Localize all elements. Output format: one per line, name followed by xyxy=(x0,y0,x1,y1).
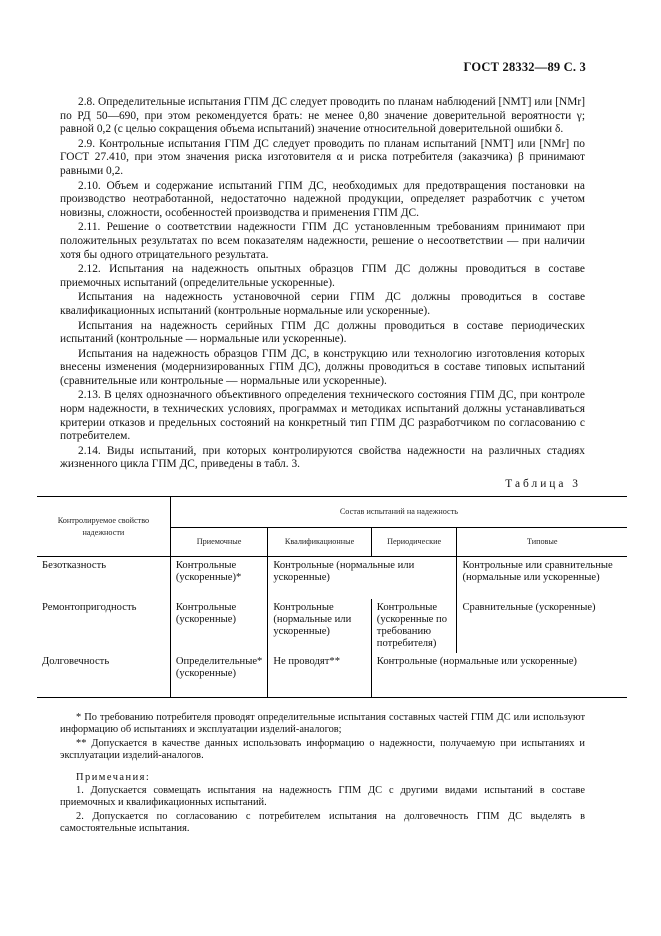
table-cell-property: Долговечность xyxy=(37,653,170,698)
table-cell: Контрольные (нормальные или ускоренные) xyxy=(268,557,457,600)
table-cell: Контрольные (ускоренные)* xyxy=(170,557,267,600)
table-cell: Контрольные (нормальные или ускоренные) xyxy=(371,653,627,698)
note-item: 2. Допускается по согласованию с потребителем испытания на долговечность ГПМ ДС выделять в самостоятельные испытания. xyxy=(60,810,585,835)
footnote: ** Допускается в качестве данных использовать информацию о надежности, получаемую при испытаниях и эксплуатации изделий-аналогов. xyxy=(60,737,585,762)
table-cell: Контрольные (ускоренные) xyxy=(170,599,267,653)
table-header-group: Состав испытаний на надежность xyxy=(170,497,627,528)
table-cell: Определительные* (ускоренные) xyxy=(170,653,267,698)
paragraph: Испытания на надежность образцов ГПМ ДС, в конструкцию или технологию изготовления которых внесены изменения (модернизированных ГПМ ДС), должны проводиться в составе типовых испытаний (сравнительные или контрольные — нормальные или ускоренные). xyxy=(60,347,585,387)
table-cell: Не проводят** xyxy=(268,653,371,698)
paragraph: Испытания на надежность серийных ГПМ ДС должны проводиться в составе периодических испытаний (контрольные — нормальные или ускоренные). xyxy=(60,319,585,346)
table-header-type: Типовые xyxy=(457,528,627,557)
table-cell: Контрольные (нормальные или ускоренные) xyxy=(268,599,371,653)
document-body xyxy=(60,96,585,473)
paragraph: 2.13. В целях однозначного объективного определения технического состояния ГПМ ДС, при контроле норм надежности, в технических условиях, программах и методиках испытаний должны устанавливаться критерии отказов и предельных состояний на конкретный тип ГПМ ДС разработчиком по согласованию с потребителем. xyxy=(60,389,585,443)
notes-title: Примечания: xyxy=(76,771,151,783)
table-row xyxy=(37,653,627,698)
paragraph: 2.14. Виды испытаний, при которых контролируются свойства надежности на различных стадиях жизненного цикла ГПМ ДС, приведены в табл. 3. xyxy=(60,444,585,471)
table-header-acceptance: Приемочные xyxy=(170,528,267,557)
table-header-property: Контролируемое свойство надежности xyxy=(37,497,170,557)
table-cell-property: Ремонтопригодность xyxy=(42,602,137,613)
table-cell: Контрольные (ускоренные по требованию потребителя) xyxy=(371,599,457,653)
table-header-periodic: Периодические xyxy=(371,528,457,557)
table-caption: Таблица 3 xyxy=(505,478,581,490)
table-cell: Контрольные или сравнительные (нормальные или ускоренные) xyxy=(457,557,627,600)
page-header: ГОСТ 28332—89 С. 3 xyxy=(463,60,586,74)
table-row xyxy=(37,557,627,600)
paragraph: 2.11. Решение о соответствии надежности ГПМ ДС установленным требованиям принимают при положительных результатах по всем показателям надежности, решение о несоответствии — при наличии хотя бы одного отрицательного результата. xyxy=(60,221,585,261)
paragraph: 2.10. Объем и содержание испытаний ГПМ ДС, необходимых для предотвращения постановки на производство неотработанной, недостаточно надежной продукции, определяет разработчик с учетом новизны, сложности, особенностей производства и применения ГПМ ДС. xyxy=(60,179,585,219)
footnote: * По требованию потребителя проводят определительные испытания составных частей ГПМ ДС или используют информацию об испытаниях и эксплуатации изделий-аналогов; xyxy=(60,712,585,736)
table-cell: Сравнительные (ускоренные) xyxy=(457,599,627,653)
paragraph: Испытания на надежность установочной серии ГПМ ДС должны проводиться в составе квалификационных испытаний (контрольные нормальные или ускоренные). xyxy=(60,291,585,317)
table-cell-property: Безотказность xyxy=(42,560,107,571)
paragraph: 2.8. Определительные испытания ГПМ ДС следует проводить по планам наблюдений [NМТ] или [NМr] по РД 50—690, при этом рекомендуется брать: не менее 0,80 значение доверительной вероятности γ; равной 0,2 (с целью сокращения объема испытаний) значение относительной доверительной ошибки δ. xyxy=(60,96,585,136)
table-header-row xyxy=(37,497,627,528)
table-row xyxy=(37,599,627,653)
table-header-qualification: Квалификационные xyxy=(268,528,371,557)
paragraph: 2.12. Испытания на надежность опытных образцов ГПМ ДС должны проводиться в составе приемочных испытаний (определительные ускоренные). xyxy=(60,263,585,289)
footnotes xyxy=(60,712,585,837)
paragraph: 2.9. Контрольные испытания ГПМ ДС следует проводить по планам испытаний [NМТ] или [NМr] по ГОСТ 27.410, при этом значения риска изготовителя α и риска потребителя (заказчика) β принимают равными 0,2. xyxy=(60,137,585,177)
note-item: 1. Допускается совмещать испытания на надежность ГПМ ДС с другими видами испытаний в составе приемочных и квалификационных испытаний. xyxy=(60,785,585,809)
reliability-table xyxy=(37,496,627,698)
